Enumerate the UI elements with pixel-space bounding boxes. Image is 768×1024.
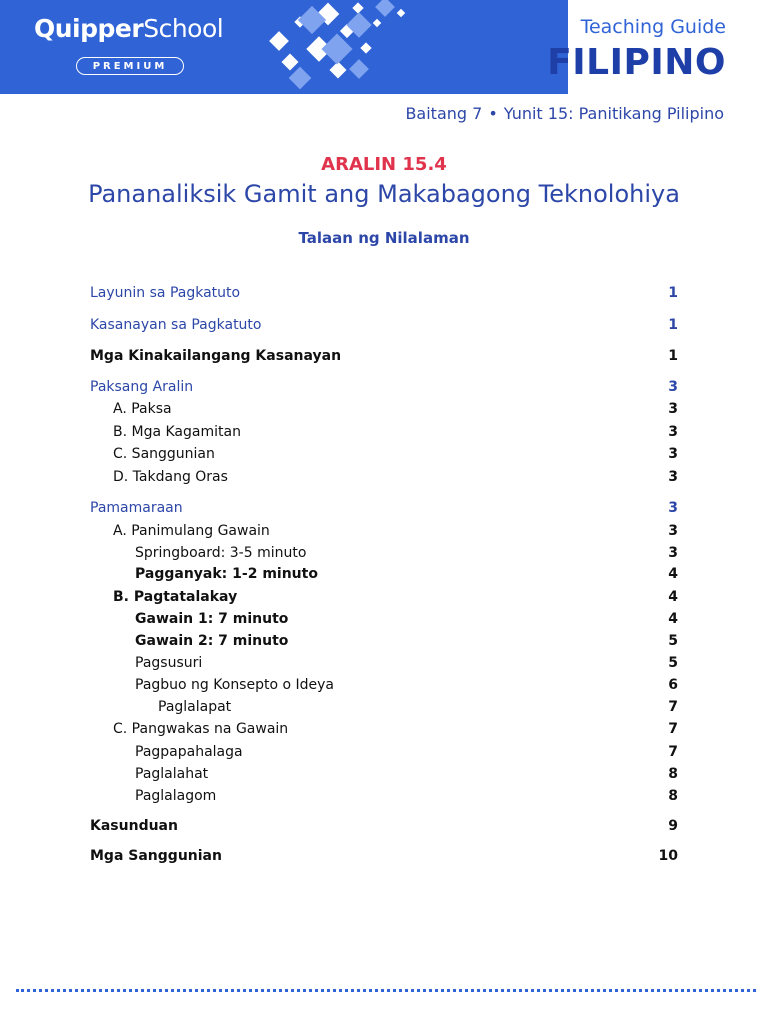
toc-entry [90, 653, 678, 673]
teaching-guide-label: Teaching Guide [580, 16, 726, 38]
logo-word-school: School [143, 14, 224, 43]
breadcrumb-separator: • [488, 104, 498, 123]
brand-banner [0, 0, 568, 94]
toc-entry [90, 521, 678, 541]
toc-entry-page: 3 [668, 379, 678, 395]
toc-entry-page: 5 [668, 655, 678, 671]
toc-heading: Talaan ng Nilalaman [298, 229, 470, 247]
toc-entry-label: Paglalagom [135, 788, 217, 804]
toc-entry-page: 8 [668, 766, 678, 782]
toc-entry-page: 1 [668, 285, 678, 301]
toc-entry-label: Paglalahat [135, 766, 209, 782]
toc-entry-page: 3 [668, 401, 678, 417]
logo-word-quipper: Quipper [34, 14, 144, 43]
toc-entry-page: 3 [668, 424, 678, 440]
toc-entry-label: A. Panimulang Gawain [113, 523, 270, 539]
toc-entry-page: 3 [668, 523, 678, 539]
toc-entry [90, 631, 678, 651]
toc-entry [90, 609, 678, 629]
footer-dotted-divider [16, 989, 756, 992]
toc-entry-label: D. Takdang Oras [113, 469, 228, 485]
premium-badge: PREMIUM [76, 57, 184, 75]
toc-entry-label: Pagsusuri [135, 655, 203, 671]
lesson-number: ARALIN 15.4 [321, 154, 447, 175]
toc-entry-page: 10 [658, 848, 678, 864]
toc-entry-label: Kasunduan [90, 818, 178, 834]
toc-entry-label: B. Pagtatalakay [113, 589, 238, 605]
toc-entry [90, 315, 678, 335]
toc-entry-label: Gawain 2: 7 minuto [135, 633, 289, 649]
toc-entry [90, 346, 678, 366]
lesson-title: Pananaliksik Gamit ang Makabagong Teknolohiya [88, 180, 680, 208]
toc-entry [90, 742, 678, 762]
toc-entry [90, 786, 678, 806]
toc-entry [90, 719, 678, 739]
toc-entry-page: 8 [668, 788, 678, 804]
breadcrumb-unit: Yunit 15: Panitikang Pilipino [503, 104, 724, 123]
toc-entry [90, 697, 678, 717]
toc-entry-page: 6 [668, 677, 678, 693]
toc-entry-page: 9 [668, 818, 678, 834]
toc-entry-label: Pamamaraan [90, 500, 183, 516]
toc-entry-label: A. Paksa [113, 401, 172, 417]
toc-entry [90, 377, 678, 397]
toc-entry [90, 675, 678, 695]
toc-entry-label: C. Sanggunian [113, 446, 215, 462]
toc-entry-label: C. Pangwakas na Gawain [113, 721, 289, 737]
toc-entry [90, 422, 678, 442]
toc-entry-page: 7 [668, 744, 678, 760]
toc-entry-page: 4 [668, 566, 678, 582]
toc-entry [90, 444, 678, 464]
toc-entry [90, 467, 678, 487]
toc-entry-label: B. Mga Kagamitan [113, 424, 241, 440]
toc-entry [90, 283, 678, 303]
toc-entry-label: Pagpapahalaga [135, 744, 243, 760]
toc-entry-page: 7 [668, 721, 678, 737]
breadcrumb-grade: Baitang 7 [405, 104, 483, 123]
toc-entry [90, 399, 678, 419]
toc-entry-page: 3 [668, 469, 678, 485]
toc-entry-page: 4 [668, 611, 678, 627]
toc-entry-page: 4 [668, 589, 678, 605]
quipper-school-logo [34, 14, 223, 43]
toc-entry-label: Mga Kinakailangang Kasanayan [90, 348, 342, 364]
toc-entry [90, 543, 678, 563]
subject-title: FILIPINO [547, 42, 726, 83]
toc-entry-label: Gawain 1: 7 minuto [135, 611, 289, 627]
toc-entry-label: Mga Sanggunian [90, 848, 222, 864]
toc-entry [90, 498, 678, 518]
toc-entry [90, 587, 678, 607]
toc-entry-page: 3 [668, 500, 678, 516]
breadcrumb [405, 104, 724, 123]
toc-entry-label: Layunin sa Pagkatuto [90, 285, 241, 301]
toc-entry-label: Pagganyak: 1-2 minuto [135, 566, 318, 582]
toc-entry-label: Springboard: 3-5 minuto [135, 545, 307, 561]
toc-entry [90, 816, 678, 836]
toc-entry [90, 564, 678, 584]
toc-entry [90, 764, 678, 784]
toc-entry-page: 3 [668, 446, 678, 462]
toc-entry-page: 5 [668, 633, 678, 649]
toc-entry-page: 1 [668, 317, 678, 333]
toc-entry-label: Pagbuo ng Konsepto o Ideya [135, 677, 334, 693]
toc-entry-page: 3 [668, 545, 678, 561]
toc-entry-label: Paksang Aralin [90, 379, 194, 395]
toc-entry [90, 846, 678, 866]
toc-entry-label: Paglalapat [158, 699, 232, 715]
page-header [0, 0, 768, 94]
toc-entry-label: Kasanayan sa Pagkatuto [90, 317, 262, 333]
diamond-pattern-graphic [262, 0, 422, 94]
toc-entry-page: 7 [668, 699, 678, 715]
toc-entry-page: 1 [668, 348, 678, 364]
